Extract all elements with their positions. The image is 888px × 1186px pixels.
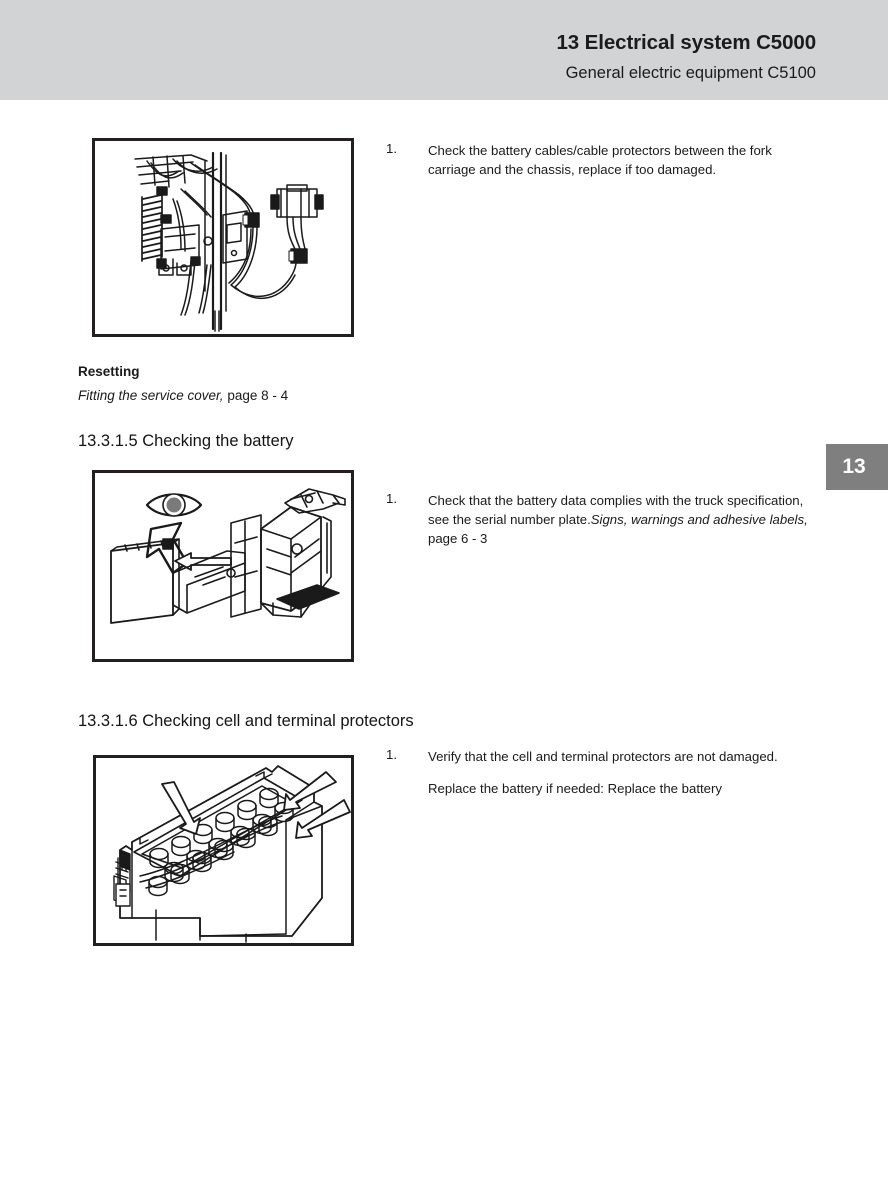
cell-terminal-protectors-drawing bbox=[96, 758, 351, 943]
list-item-marker: 1. bbox=[386, 141, 397, 156]
list-item bbox=[386, 747, 810, 798]
instruction-text bbox=[428, 491, 810, 548]
section-heading-checking-battery: 13.3.1.5 Checking the battery bbox=[78, 432, 294, 450]
resetting-cross-reference bbox=[78, 387, 288, 405]
instruction-block-cable-protectors bbox=[386, 141, 810, 179]
list-item-body bbox=[428, 747, 810, 798]
page-subtitle: General electric equipment C5100 bbox=[565, 64, 816, 82]
section-heading-cell-terminal-protectors: 13.3.1.6 Checking cell and terminal protectors bbox=[78, 712, 414, 730]
chapter-tab-number: 13 bbox=[842, 455, 866, 478]
cable-protectors-illustration bbox=[92, 138, 354, 337]
page-header-band bbox=[0, 0, 888, 100]
instruction-block-cell-protectors bbox=[386, 747, 810, 798]
instruction-xref-page: page 6 - 3 bbox=[428, 531, 488, 547]
instruction-text: Check the battery cables/cable protectors between the fork carriage and the chassis, replace if too damaged. bbox=[428, 143, 772, 178]
battery-check-illustration bbox=[92, 470, 354, 662]
instruction-xref-title: Signs, warnings and adhesive labels, bbox=[590, 512, 808, 528]
list-item bbox=[386, 141, 810, 179]
battery-check-drawing bbox=[95, 473, 351, 659]
list-item bbox=[386, 491, 810, 548]
chapter-tab-13 bbox=[826, 444, 888, 490]
resetting-xref-title: Fitting the service cover, bbox=[78, 388, 224, 403]
resetting-label: Resetting bbox=[78, 364, 140, 379]
page-title: 13 Electrical system C5000 bbox=[556, 31, 816, 54]
instruction-text-line-2: Replace the battery if needed: Replace the battery bbox=[428, 781, 722, 797]
list-item-marker: 1. bbox=[386, 491, 397, 506]
resetting-xref-page: page 8 - 4 bbox=[223, 388, 289, 403]
cell-terminal-protectors-illustration bbox=[93, 755, 354, 946]
cable-protectors-drawing bbox=[95, 141, 351, 334]
list-item-marker: 1. bbox=[386, 747, 397, 762]
list-item-body bbox=[428, 141, 810, 179]
instruction-text-line-1: Verify that the cell and terminal protectors are not damaged. bbox=[428, 749, 778, 764]
instruction-text-lead: Check that the battery data complies with the truck specification, see the serial number plate. bbox=[428, 493, 804, 528]
list-item-body bbox=[428, 491, 810, 548]
instruction-block-battery-data bbox=[386, 491, 810, 548]
